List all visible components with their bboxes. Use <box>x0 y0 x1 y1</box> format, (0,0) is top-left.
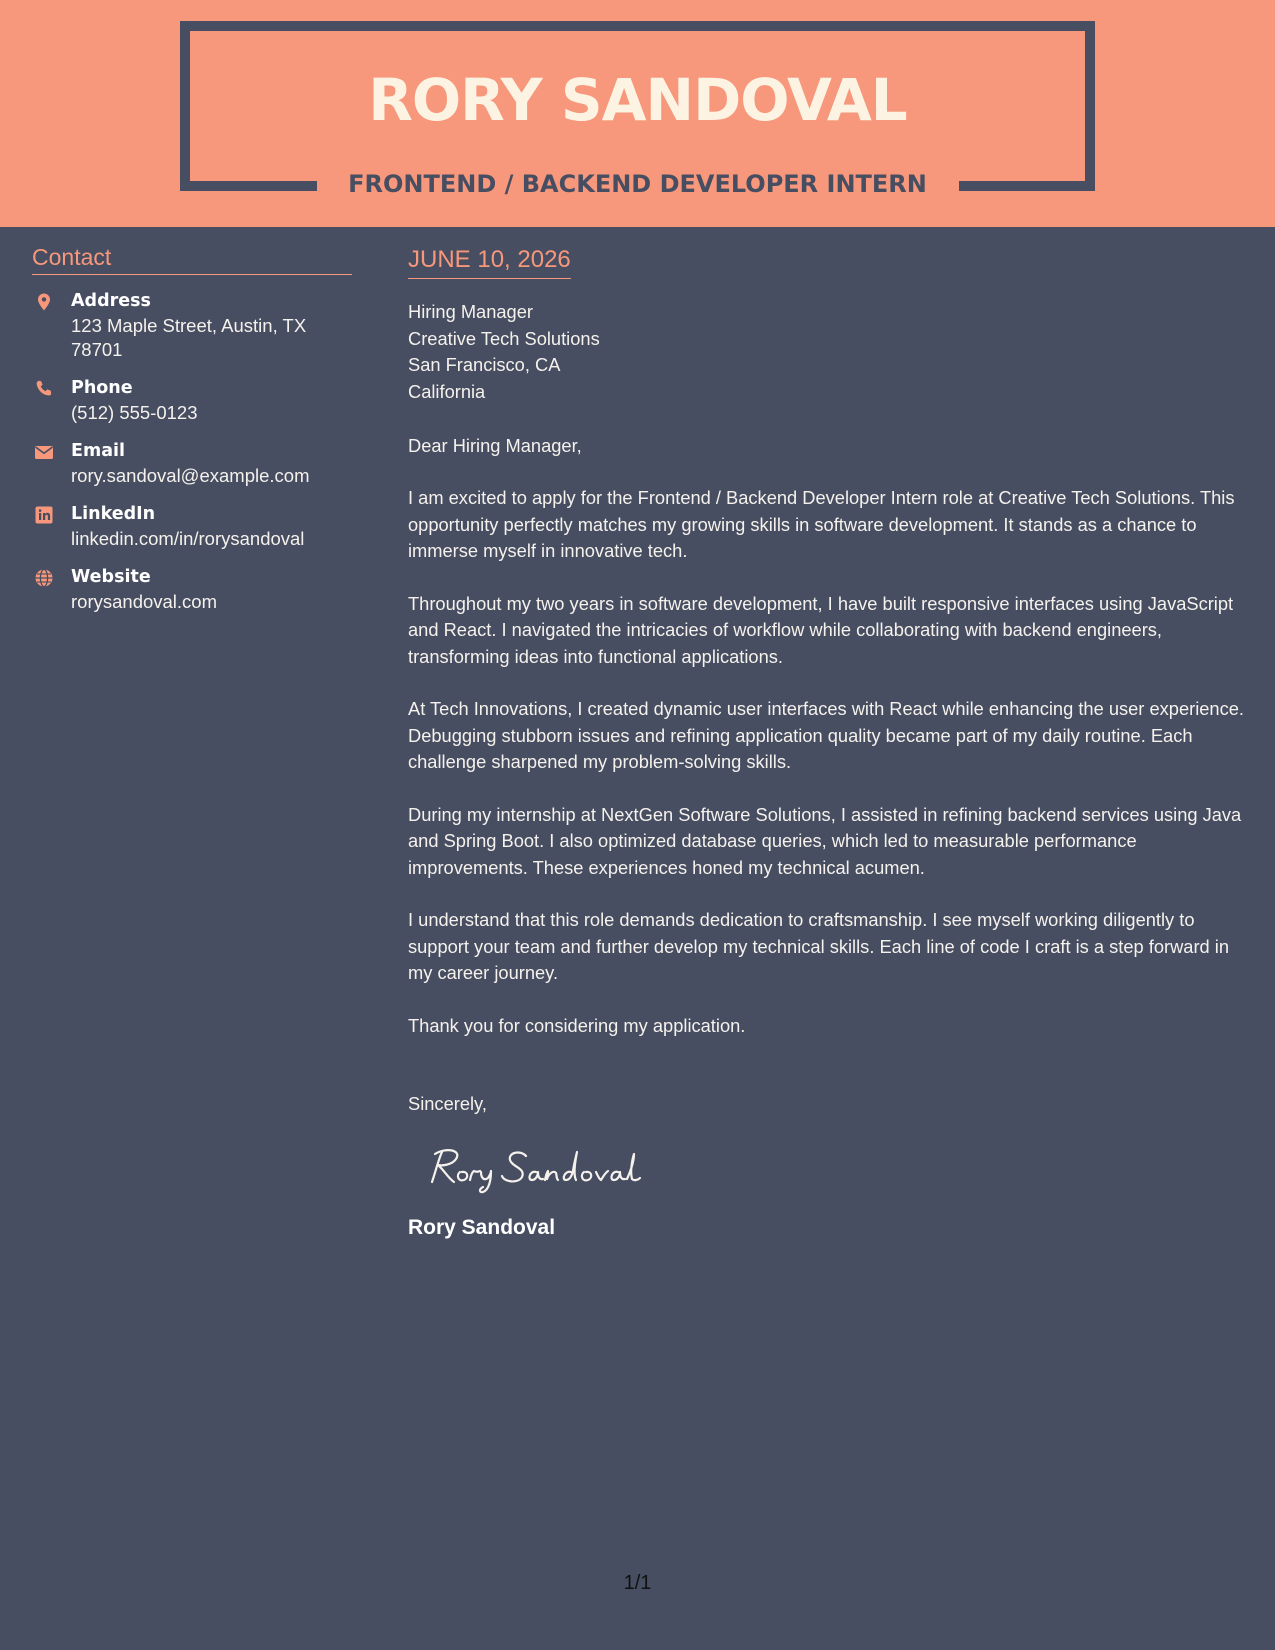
envelope-icon <box>34 442 54 462</box>
phone-icon <box>34 379 54 399</box>
contact-sidebar <box>32 242 352 628</box>
recipient-line: Creative Tech Solutions <box>408 327 600 349</box>
body-paragraph: I am excited to apply for the Frontend / Backend Developer Intern role at Creative Tech Solutions. This opportunity perfectly matches my growing skills in software development. It stands as a chance to immerse myself in innovative tech. <box>408 487 1235 562</box>
job-title: FRONTEND / BACKEND DEVELOPER INTERN <box>348 170 927 198</box>
recipient-line: San Francisco, CA <box>408 354 561 376</box>
contact-value: linkedin.com/in/rorysandoval <box>71 528 305 549</box>
applicant-name: RORY SANDOVAL <box>368 66 907 134</box>
contact-value: (512) 555-0123 <box>71 402 198 423</box>
contact-label: Address <box>71 291 151 311</box>
body-paragraph: At Tech Innovations, I created dynamic user interfaces with React while enhancing the user experience. Debugging stubborn issues and refining application quality became part of my daily routine. Each challenge sharpened my problem-solving skills. <box>408 698 1244 773</box>
contact-heading: Contact <box>32 242 352 275</box>
recipient-line: California <box>408 381 486 403</box>
contact-label: Website <box>71 567 151 587</box>
recipient-block <box>408 299 1253 406</box>
contact-label: Email <box>71 441 125 461</box>
page-number: 1/1 <box>623 1572 652 1594</box>
contact-value: 123 Maple Street, Austin, TX 78701 <box>71 315 307 360</box>
contact-item-email <box>32 439 352 488</box>
contact-label: Phone <box>71 378 133 398</box>
body-paragraph: During my internship at NextGen Software Solutions, I assisted in refining backend services using Java and Spring Boot. I also optimized database queries, which led to measurable performance improvements. These experiences honed my technical acumen. <box>408 803 1242 878</box>
contact-value: rorysandoval.com <box>71 591 218 612</box>
map-pin-icon <box>34 292 54 312</box>
contact-list <box>32 289 352 614</box>
body-paragraph: Thank you for considering my application. <box>408 1014 746 1036</box>
recipient-line: Hiring Manager <box>408 301 533 322</box>
globe-icon <box>34 568 54 588</box>
signed-name: Rory Sandoval <box>408 1215 556 1239</box>
letter-date: JUNE 10, 2026 <box>408 244 571 279</box>
body-paragraph: Throughout my two years in software development, I have built responsive interfaces using JavaScript and React. I navigated the intricacies of workflow while collaborating with backend engineers, transforming ideas into functional applications. <box>408 592 1234 667</box>
letter-body <box>408 244 1253 1242</box>
closing: Sincerely, <box>408 1093 487 1115</box>
contact-label: LinkedIn <box>71 504 156 524</box>
contact-item-linkedin <box>32 502 352 551</box>
handwritten-signature <box>426 1142 1253 1202</box>
contact-item-address <box>32 289 352 362</box>
contact-item-website <box>32 565 352 614</box>
salutation: Dear Hiring Manager, <box>408 434 582 456</box>
body-paragraph: I understand that this role demands dedication to craftsmanship. I see myself working diligently to support your team and further develop my technical skills. Each line of code I craft is a step forward in my career journey. <box>408 909 1230 984</box>
linkedin-icon <box>34 505 54 525</box>
header-banner <box>0 0 1275 227</box>
contact-value: rory.sandoval@example.com <box>71 465 310 486</box>
contact-item-phone <box>32 376 352 425</box>
